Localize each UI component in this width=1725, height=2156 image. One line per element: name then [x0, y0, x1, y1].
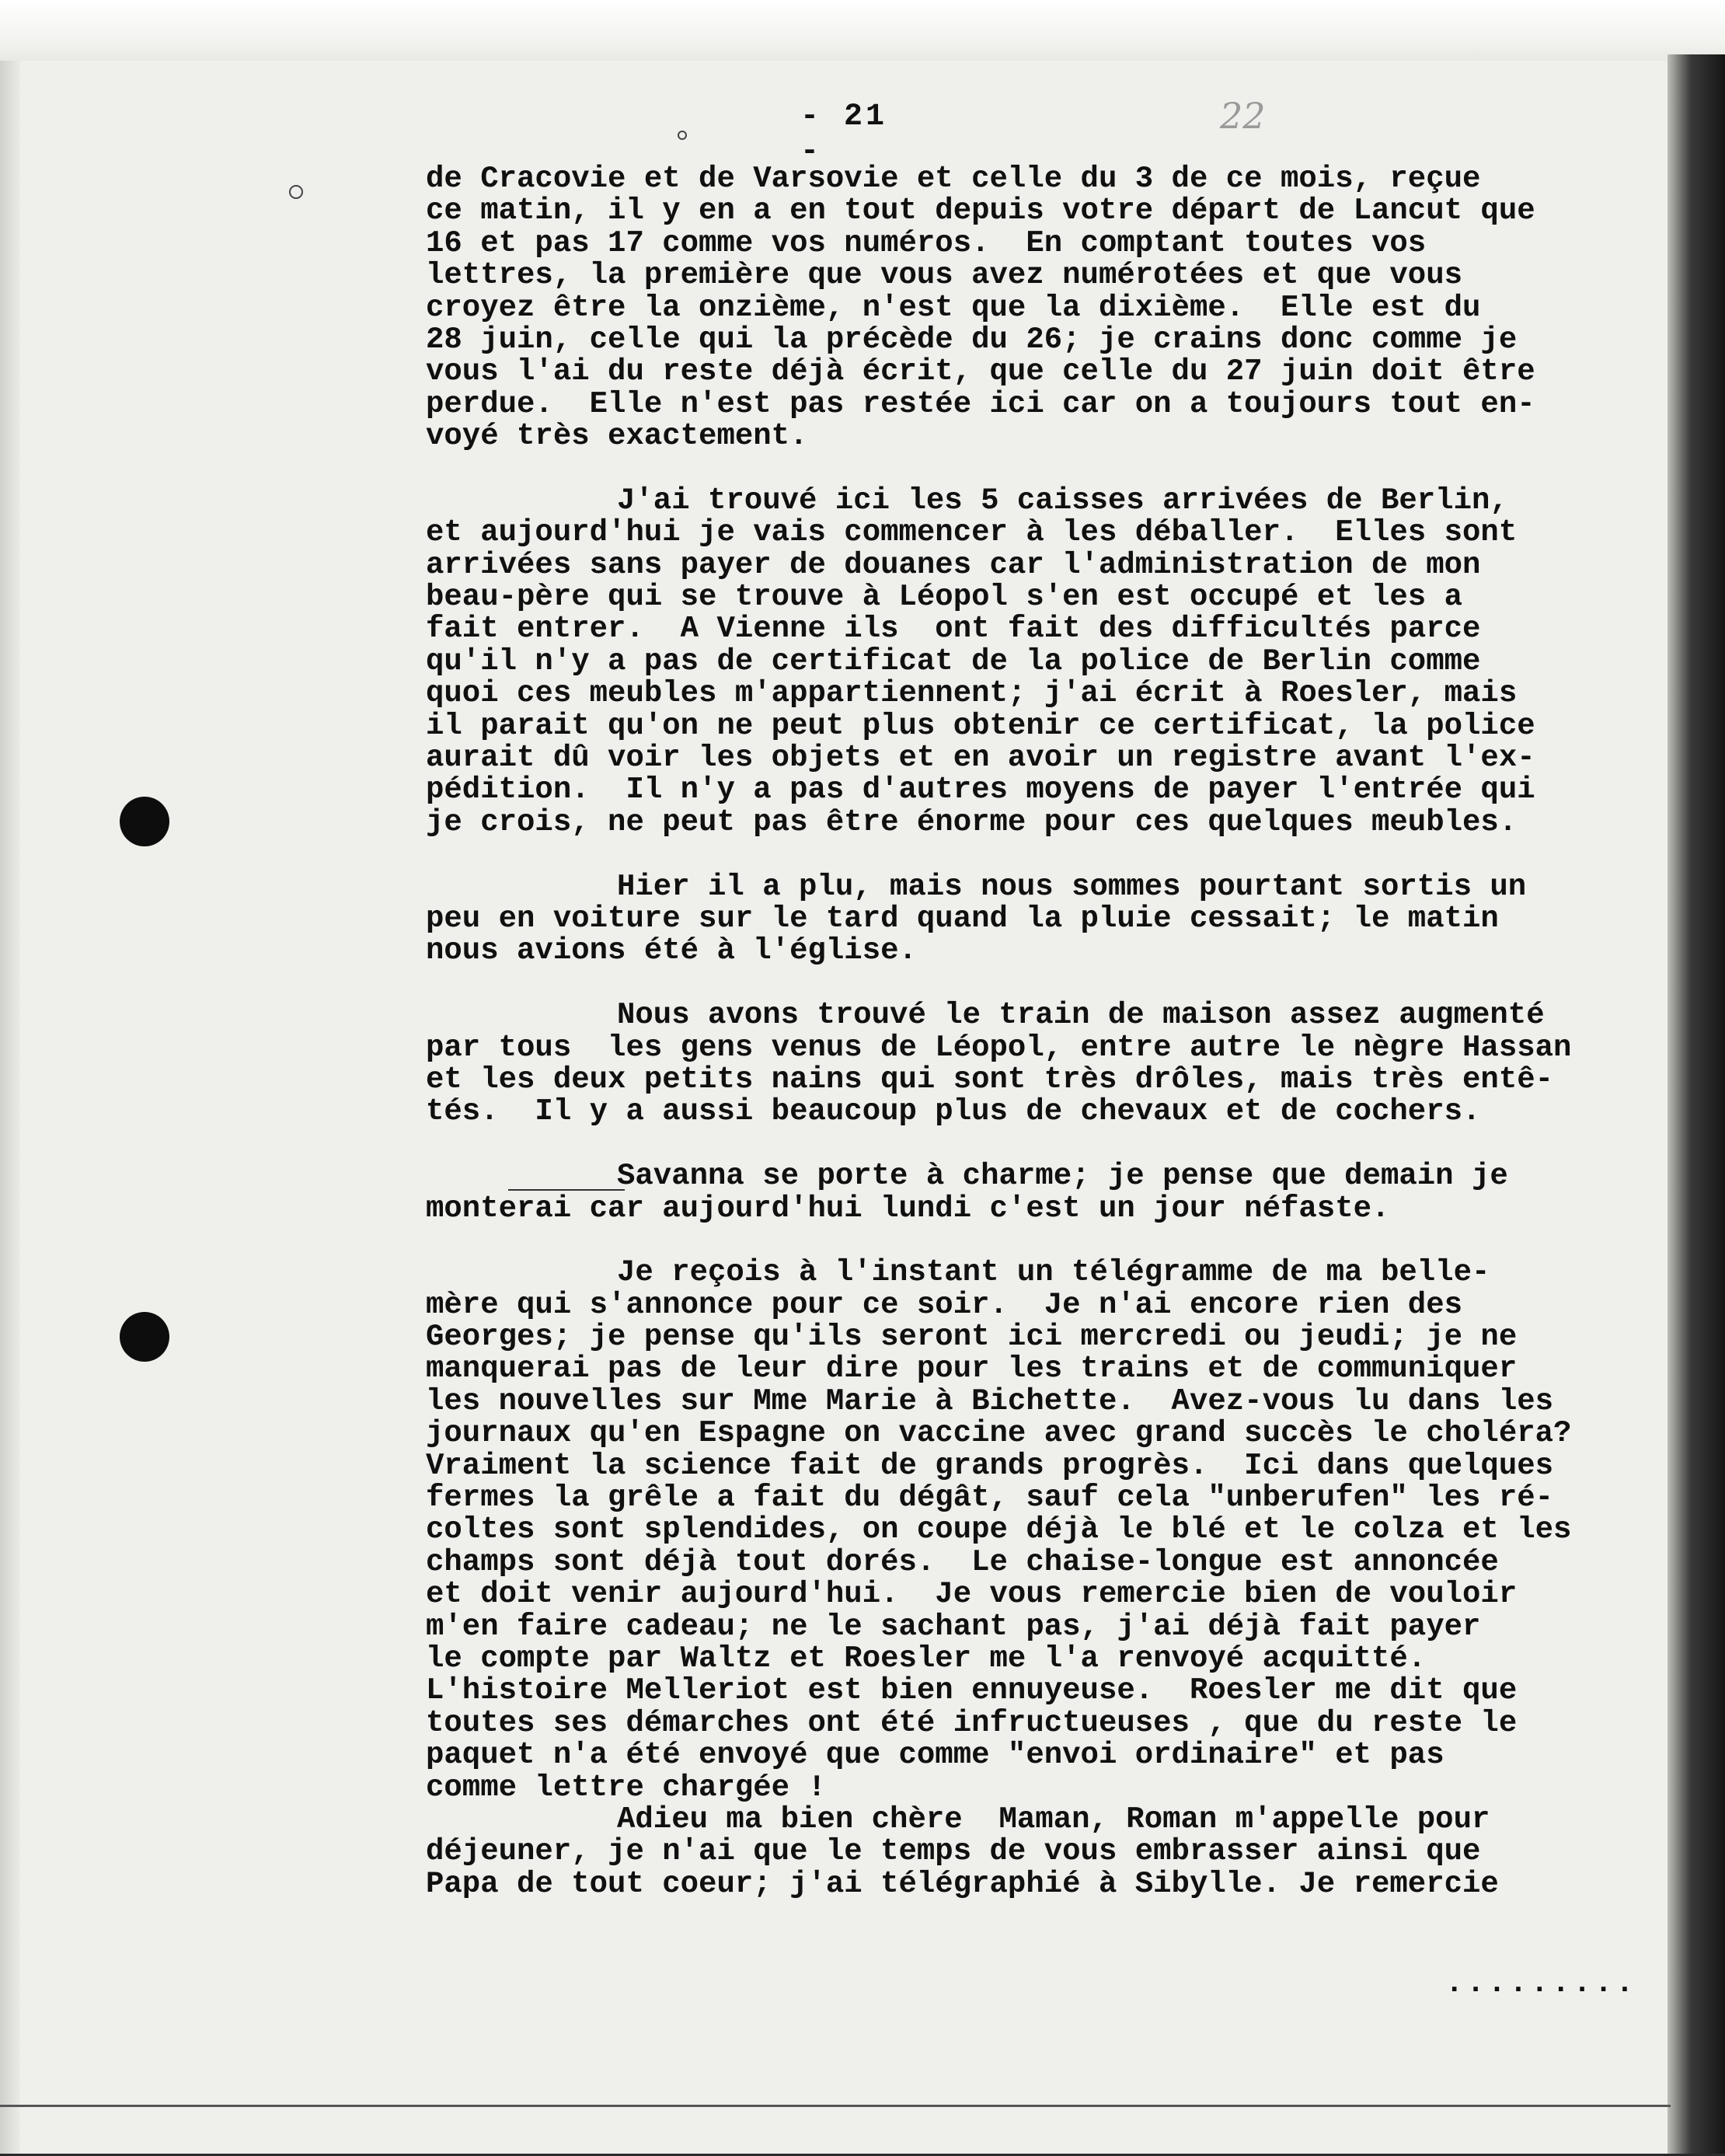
text-line: 16 et pas 17 comme vos numéros. En comptant toutes vos [426, 225, 1427, 260]
text-line: aurait dû voir les objets et en avoir un registre avant l'ex- [426, 741, 1535, 776]
text-line: Hier il a plu, mais nous sommes pourtant sortis un [617, 869, 1527, 904]
text-line: lettres, la première que vous avez numérotées et que vous [426, 258, 1463, 293]
text-line: Nous avons trouvé le train de maison assez augmenté [617, 998, 1545, 1033]
text-line: toutes ses démarches ont été infructueuses , que du reste le [426, 1705, 1518, 1740]
text-line: 28 juin, celle qui la précède du 26; je crains donc comme je [426, 322, 1518, 357]
paragraph-gap [426, 839, 1669, 870]
text-line: vous l'ai du reste déjà écrit, que celle du 27 juin doit être [426, 354, 1535, 389]
text-line: Savanna se porte à charme; je pense que demain je [617, 1159, 1508, 1194]
text-line: perdue. Elle n'est pas restée ici car on a toujours tout en- [426, 386, 1535, 421]
text-line: m'en faire cadeau; ne le sachant pas, j'ai déjà fait payer [426, 1609, 1481, 1644]
text-line: beau-père qui se trouve à Léopol s'en est occupé et les a [426, 580, 1463, 615]
paragraph-gap [426, 1225, 1669, 1257]
text-line: fait entrer. A Vienne ils ont fait des difficultés parce [426, 612, 1481, 647]
text-line: pédition. Il n'y a pas d'autres moyens de payer l'entrée qui [426, 773, 1535, 808]
text-line: comme lettre chargée ! [426, 1770, 826, 1805]
text-line: déjeuner, je n'ai que le temps de vous embrasser ainsi que [426, 1834, 1481, 1869]
text-line: L'histoire Melleriot est bien ennuyeuse. Roesler me dit que [426, 1673, 1518, 1708]
text-line: il parait qu'on ne peut plus obtenir ce certificat, la police [426, 708, 1535, 743]
text-line: le compte par Waltz et Roesler me l'a renvoyé acquitté. [426, 1641, 1427, 1676]
text-line: ce matin, il y en a en tout depuis votre départ de Lancut que [426, 194, 1535, 229]
text-line: coltes sont splendides, on coupe déjà le blé et le colza et les [426, 1512, 1572, 1547]
paragraph-gap [426, 453, 1669, 485]
continuation-dots: ......... [1445, 1966, 1637, 2001]
text-line: peu en voiture sur le tard quand la pluie cessait; le matin [426, 901, 1499, 936]
text-line: de Cracovie et de Varsovie et celle du 3 de ce mois, reçue [426, 162, 1481, 196]
text-line: Je reçois à l'instant un télégramme de ma belle- [617, 1255, 1490, 1290]
text-line: J'ai trouvé ici les 5 caisses arrivées de Berlin, [617, 483, 1508, 518]
text-line: manquerai pas de leur dire pour les trains et de communiquer [426, 1352, 1518, 1387]
handwritten-folio-number: 22 [1220, 95, 1266, 137]
text-line: arrivées sans payer de douanes car l'administration de mon [426, 547, 1481, 582]
text-line: Georges; je pense qu'ils seront ici mercredi ou jeudi; je ne [426, 1320, 1518, 1355]
text-line: et aujourd'hui je vais commencer à les déballer. Elles sont [426, 515, 1518, 550]
scan-left-edge [0, 61, 20, 2154]
page-number: - 21 - [800, 99, 888, 169]
text-line: Vraiment la science fait de grands progrès. Ici dans quelques [426, 1448, 1554, 1483]
paragraph-gap [426, 968, 1669, 1000]
text-line: journaux qu'en Espagne on vaccine avec grand succès le choléra? [426, 1416, 1572, 1451]
text-line: par tous les gens venus de Léopol, entre autre le nègre Hassan [426, 1030, 1572, 1065]
scan-right-edge [1667, 54, 1725, 2154]
text-line: Adieu ma bien chère Maman, Roman m'appelle pour [617, 1802, 1490, 1837]
text-line: croyez être la onzième, n'est que la dixième. Elle est du [426, 290, 1481, 325]
text-line: Papa de tout coeur; j'ai télégraphié à Sibylle. Je remercie [426, 1866, 1499, 1901]
small-ring-mark [289, 185, 303, 199]
small-ring-mark [678, 131, 687, 140]
text-line: champs sont déjà tout dorés. Le chaise-longue est annoncée [426, 1544, 1499, 1579]
scan-bottom-edge [0, 2105, 1671, 2156]
text-line: je crois, ne peut pas être énorme pour ces quelques meubles. [426, 804, 1518, 839]
text-line: et les deux petits nains qui sont très drôles, mais très entê- [426, 1062, 1554, 1097]
text-line: voyé très exactement. [426, 419, 808, 454]
text-line: tés. Il y a aussi beaucoup plus de chevaux et de cochers. [426, 1094, 1481, 1129]
text-line: fermes la grêle a fait du dégât, sauf cela "unberufen" les ré- [426, 1481, 1554, 1516]
text-line: mère qui s'annonce pour ce soir. Je n'ai encore rien des [426, 1287, 1463, 1322]
text-line: paquet n'a été envoyé que comme "envoi ordinaire" et pas [426, 1738, 1444, 1773]
scan-top-edge [0, 0, 1725, 70]
text-line: qu'il n'y a pas de certificat de la police de Berlin comme [426, 644, 1481, 679]
text-line: nous avions été à l'église. [426, 933, 917, 968]
text-line: quoi ces meubles m'appartiennent; j'ai écrit à Roesler, mais [426, 676, 1518, 711]
text-line: monterai car aujourd'hui lundi c'est un jour néfaste. [426, 1191, 1390, 1226]
punch-hole-upper [120, 797, 169, 846]
punch-hole-lower [120, 1312, 169, 1362]
text-line: et doit venir aujourd'hui. Je vous remercie bien de vouloir [426, 1577, 1518, 1612]
text-line: les nouvelles sur Mme Marie à Bichette. Avez-vous lu dans les [426, 1383, 1554, 1418]
paragraph-gap [426, 1129, 1669, 1160]
letter-body [426, 163, 1669, 1900]
